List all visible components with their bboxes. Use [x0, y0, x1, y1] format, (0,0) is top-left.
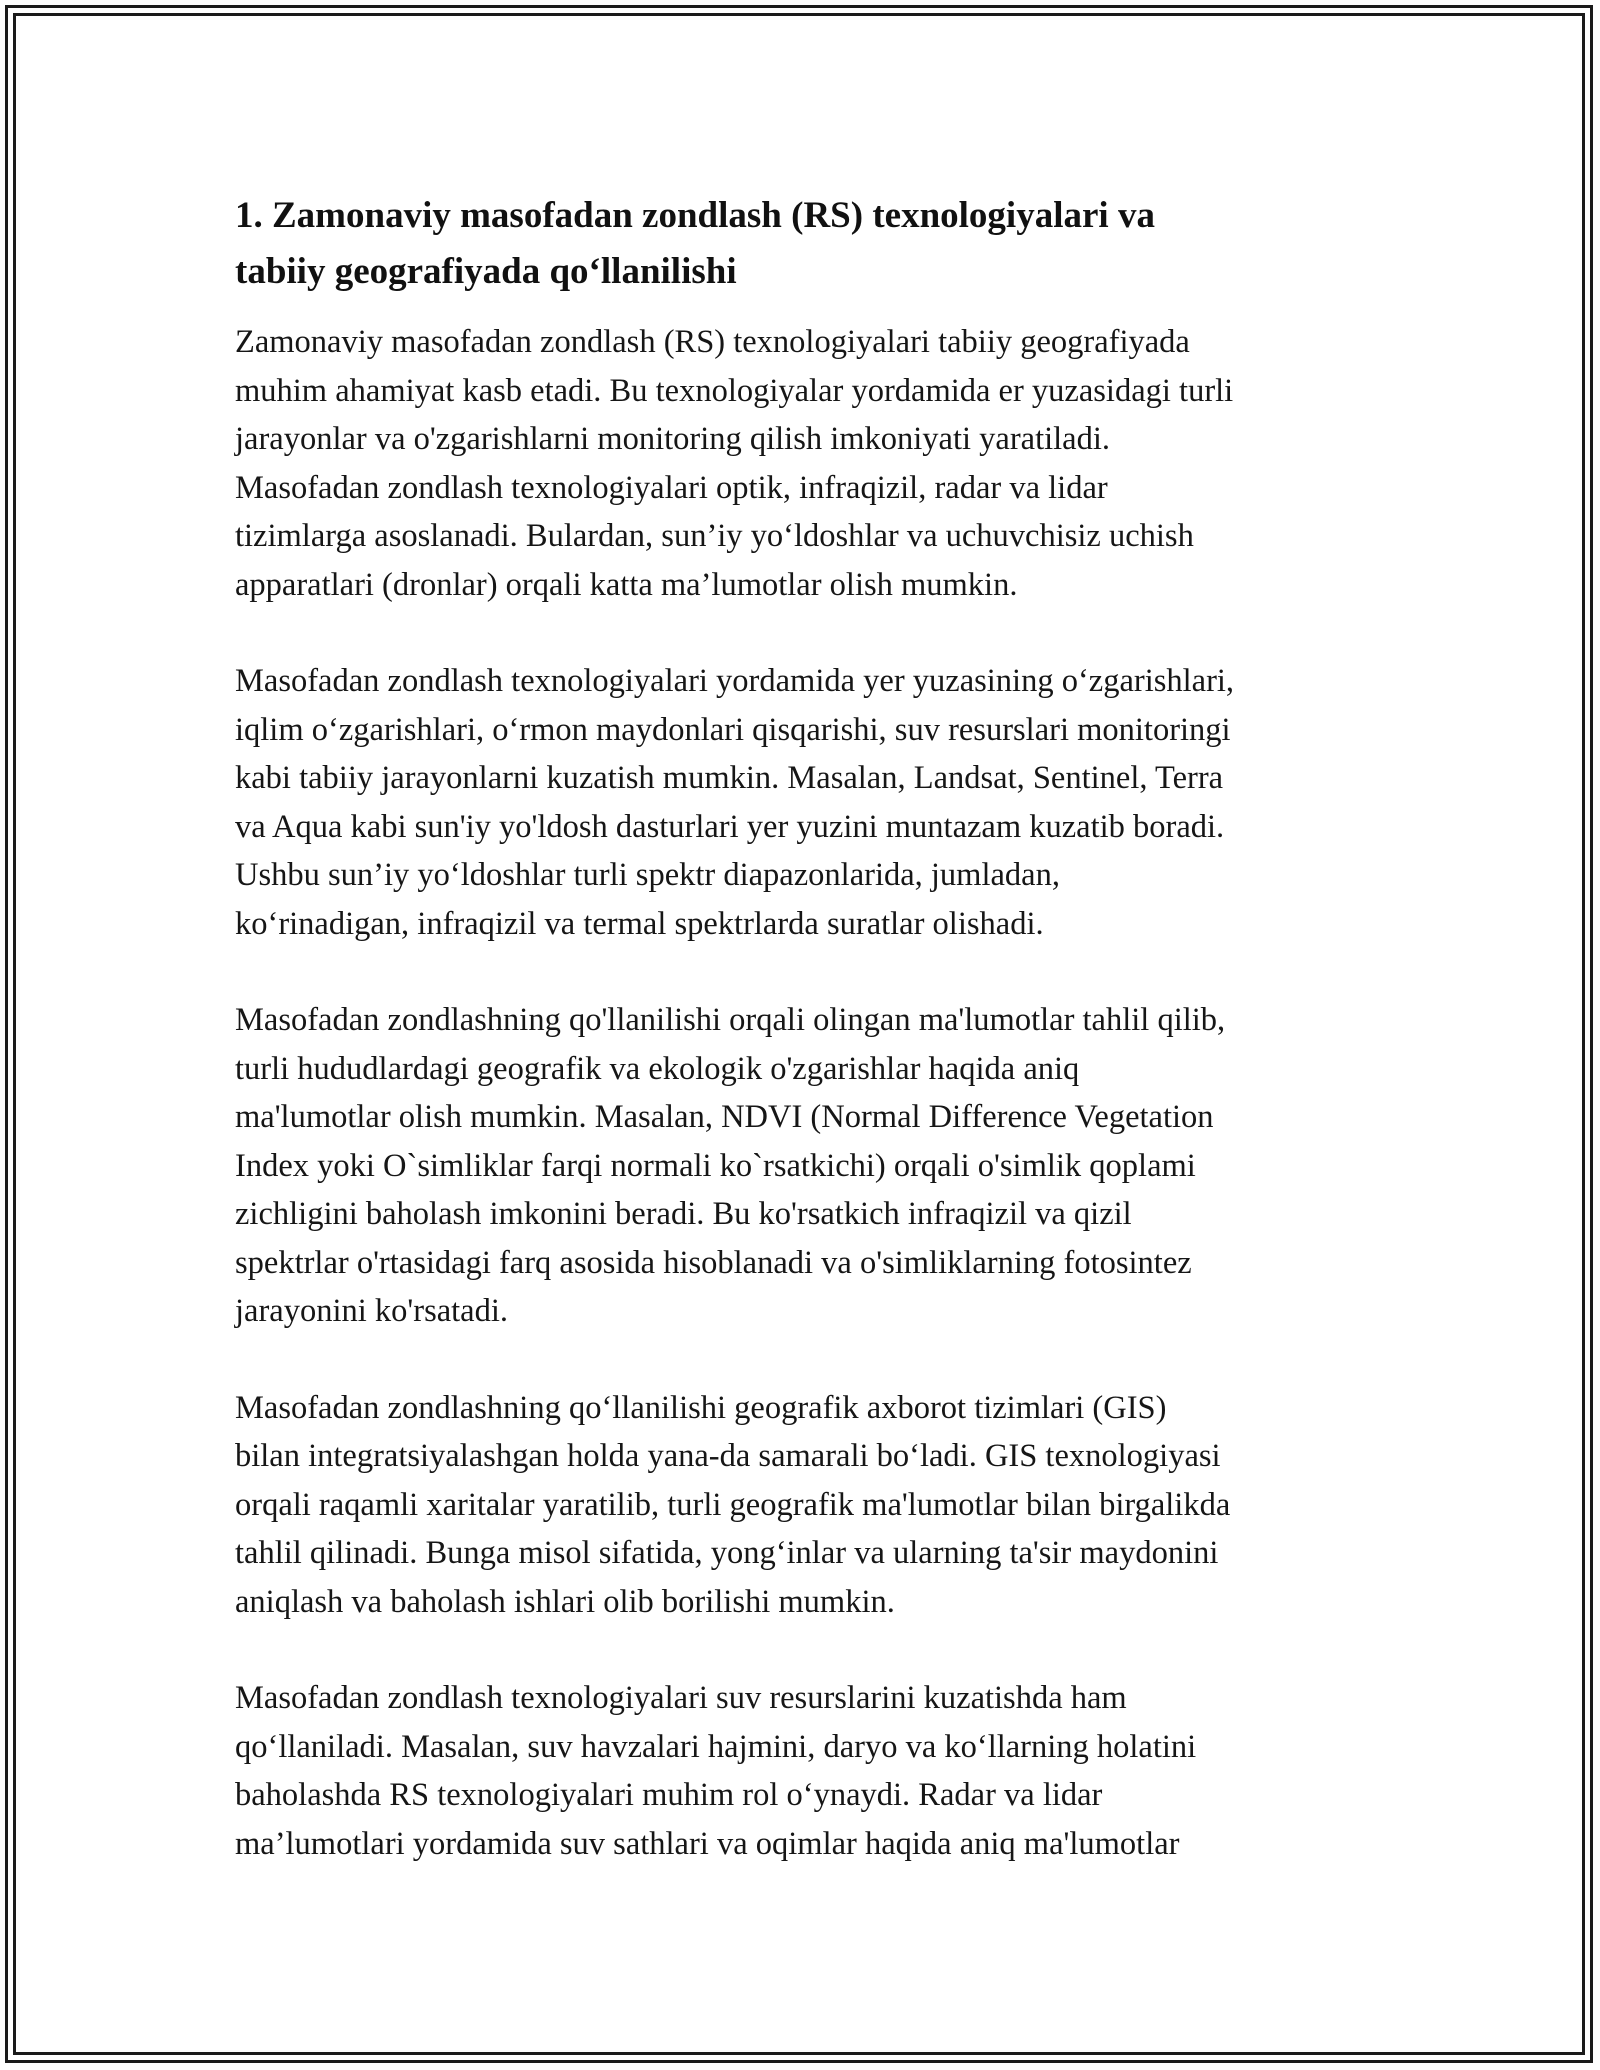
text-line: baholashda RS texnologiyalari muhim rol o‘ynaydi. Radar va lidar [235, 1777, 1103, 1813]
text-line: jarayonini ko'rsatadi. [235, 1293, 508, 1329]
text-line: Zamonaviy masofadan zondlash (RS) texnologiyalari tabiiy geografiyada [235, 324, 1190, 360]
text-line: Masofadan zondlash texnologiyalari suv resurslarini kuzatishda ham [235, 1680, 1127, 1716]
paragraph-4 [235, 1384, 1375, 1627]
text-line: muhim ahamiyat kasb etadi. Bu texnologiyalar yordamida er yuzasidagi turli [235, 372, 1234, 409]
text-line: Masofadan zondlash texnologiyalari optik, infraqizil, radar va lidar [235, 469, 1108, 506]
text-line: Index yoki O`simliklar farqi normali ko`rsatkichi) orqali o'simlik qoplami [235, 1147, 1196, 1184]
text-line: tahlil qilinadi. Bunga misol sifatida, yong‘inlar va ularning ta'sir maydonini [235, 1535, 1219, 1571]
text-line: zichligini baholash imkonini beradi. Bu ko'rsatkich infraqizil va qizil [235, 1196, 1132, 1232]
text-line: turli hududlardagi geografik va ekologik o'zgarishlar haqida aniq [235, 1050, 1080, 1087]
heading-line: 1. Zamonaviy masofadan zondlash (RS) texnologiyalari va [235, 195, 1155, 236]
body-text [235, 318, 1375, 1868]
text-line: tizimlarga asoslanadi. Bulardan, sun’iy yo‘ldoshlar va uchuvchisiz uchish [235, 518, 1194, 554]
text-line: Masofadan zondlashning qo‘llanilishi geografik axborot tizimlari (GIS) [235, 1389, 1167, 1426]
text-line: va Aqua kabi sun'iy yo'ldosh dasturlari yer yuzini muntazam kuzatib boradi. [235, 808, 1225, 845]
text-line: kabi tabiiy jarayonlarni kuzatish mumkin. Masalan, Landsat, Sentinel, Terra [235, 760, 1224, 796]
text-line: qo‘llaniladi. Masalan, suv havzalari hajmini, daryo va ko‘llarning holatini [235, 1728, 1197, 1765]
text-line: iqlim o‘zgarishlari, o‘rmon maydonlari qisqarishi, suv resurslari monitoringi [235, 711, 1231, 748]
text-line: ko‘rinadigan, infraqizil va termal spektrlarda suratlar olishadi. [235, 905, 1044, 942]
paragraph-1 [235, 318, 1375, 609]
text-line: aniqlash va baholash ishlari olib borilishi mumkin. [235, 1583, 895, 1620]
text-line: Masofadan zondlash texnologiyalari yordamida yer yuzasining o‘zgarishlari, [235, 663, 1235, 699]
paragraph-5 [235, 1674, 1375, 1868]
text-line: Masofadan zondlashning qo'llanilishi orqali olingan ma'lumotlar tahlil qilib, [235, 1002, 1226, 1038]
text-line: jarayonlar va o'zgarishlarni monitoring qilish imkoniyati yaratiladi. [235, 421, 1111, 457]
paragraph-2 [235, 657, 1375, 948]
paragraph-3 [235, 996, 1375, 1336]
text-line: ma’lumotlari yordamida suv sathlari va oqimlar haqida aniq ma'lumotlar [235, 1825, 1180, 1862]
text-line: ma'lumotlar olish mumkin. Masalan, NDVI (Normal Difference Vegetation [235, 1099, 1214, 1135]
text-line: apparatlari (dronlar) orqali katta ma’lumotlar olish mumkin. [235, 566, 1018, 603]
text-line: spektrlar o'rtasidagi farq asosida hisoblanadi va o'simliklarning fotosintez [235, 1244, 1192, 1281]
section-heading [235, 188, 1375, 300]
document-content [235, 188, 1375, 1916]
text-line: bilan integratsiyalashgan holda yana-da samarali bo‘ladi. GIS texnologiyasi [235, 1438, 1221, 1474]
text-line: Ushbu sun’iy yo‘ldoshlar turli spektr diapazonlarida, jumladan, [235, 857, 1060, 893]
heading-line: tabiiy geografiyada qo‘llanilishi [235, 251, 737, 292]
text-line: orqali raqamli xaritalar yaratilib, turli geografik ma'lumotlar bilan birgalikda [235, 1486, 1231, 1523]
